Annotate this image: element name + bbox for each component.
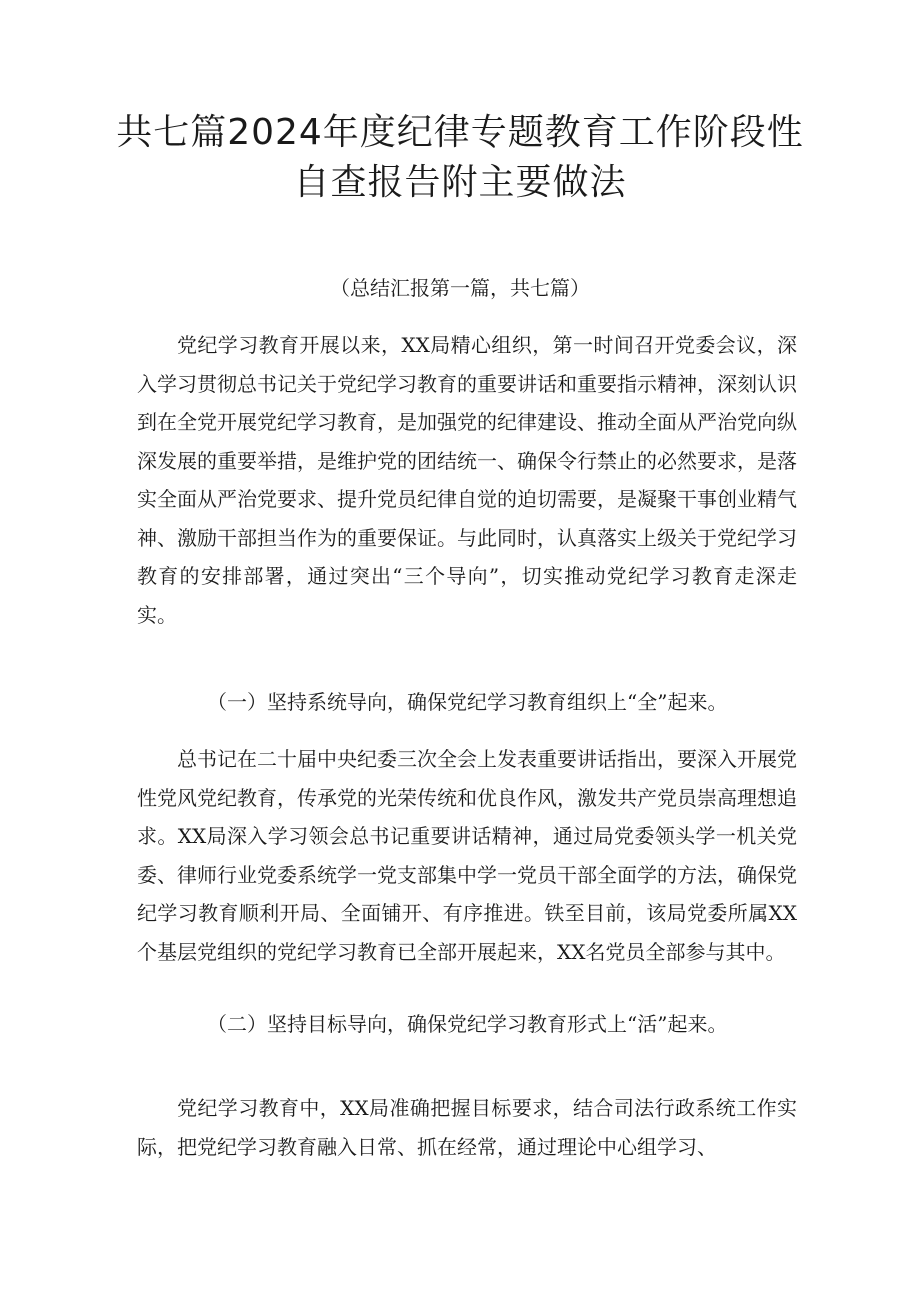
body-paragraph-3: 党纪学习教育中，XX局准确把握目标要求，结合司法行政系统工作实际，把党纪学习教育融入日常、抓在经常，通过理论中心组学习、 xyxy=(137,1096,797,1159)
document-title xyxy=(0,108,920,208)
body-paragraph-2: 总书记在二十届中央纪委三次全会上发表重要讲话指出，要深入开展党性党风党纪教育，传承党的光荣传统和优良作风，激发共产党员崇高理想追求。XX局深入学习领会总书记重要讲话精神，通过局党委领头学一机关党委、律师行业党委系统学一党支部集中学一党员干部全面学的方法，确保党纪学习教育顺利开局、全面铺开、有序推进。铁至目前，该局党委所属XX个基层党组织的党纪学习教育已全部开展起来，XX名党员全部参与其中。 xyxy=(137,747,797,964)
section-heading-1: （一）坚持系统导向，确保党纪学习教育组织上“全”起来。 xyxy=(207,690,728,714)
title-line-1: 共七篇2024年度纪律专题教育工作阶段性 xyxy=(116,112,804,153)
section-heading-2: （二）坚持目标导向，确保党纪学习教育形式上“活”起来。 xyxy=(207,1012,728,1036)
title-line-2: 自查报告附主要做法 xyxy=(293,162,627,203)
body-paragraph-1: 党纪学习教育开展以来，XX局精心组织，第一时间召开党委会议，深入学习贯彻总书记关于党纪学习教育的重要讲话和重要指示精神，深刻认识到在全党开展党纪学习教育，是加强党的纪律建设、推动全面从严治党向纵深发展的重要举措，是维护党的团结统一、确保令行禁止的必然要求，是落实全面从严治党要求、提升党员纪律自觉的迫切需要，是凝聚干事创业精气神、激励干部担当作为的重要保证。与此同时，认真落实上级关于党纪学习教育的安排部署，通过突出“三个导向”，切实推动党纪学习教育走深走实。 xyxy=(137,333,797,627)
document-subtitle: （总结汇报第一篇，共七篇） xyxy=(330,276,590,300)
